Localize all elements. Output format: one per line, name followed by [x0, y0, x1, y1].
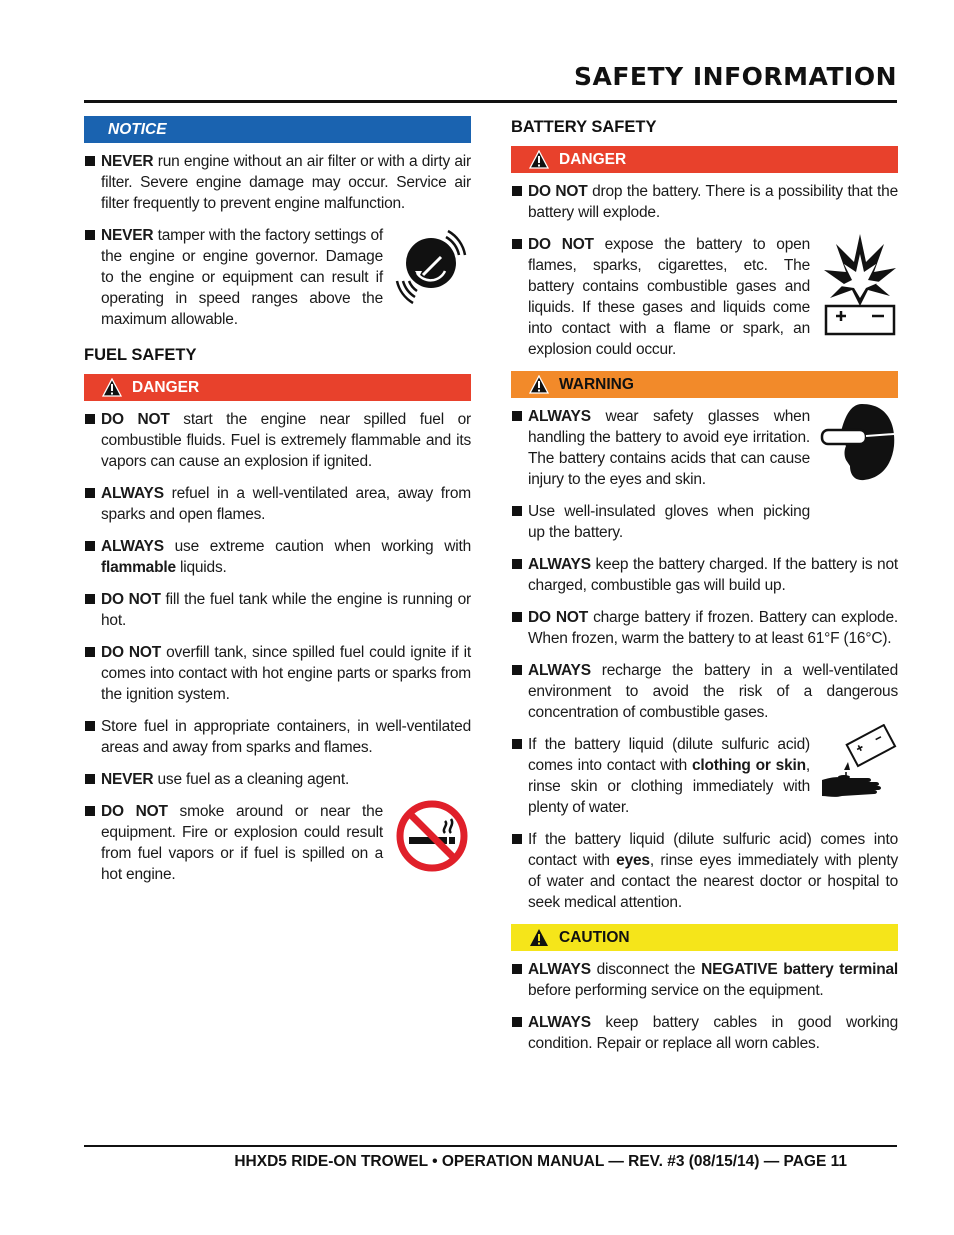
item-text: keep the battery charged. If the battery is not charged, combustible gas will build up.	[528, 556, 898, 594]
bullet-icon	[85, 541, 95, 551]
page-title: SAFETY INFORMATION	[574, 62, 897, 91]
warning-label: WARNING	[559, 375, 634, 393]
danger-label: DANGER	[132, 378, 200, 396]
battery-danger-banner	[511, 146, 898, 173]
bullet-icon	[512, 411, 522, 421]
danger-label: DANGER	[559, 150, 627, 168]
bullet-icon	[512, 506, 522, 516]
right-column	[511, 116, 898, 1065]
list-item	[511, 554, 898, 596]
item-text: fill the fuel tank while the engine is running or hot.	[101, 591, 472, 629]
bullet-icon	[512, 1017, 522, 1027]
item-text: expose the battery to open flames, sparks, cigarettes, etc. The battery contains combustible gases and liquids. If these gases and liquids come into contact with a flame or spark, an explosion could occur.	[528, 236, 810, 358]
item-text: run engine without an air filter or with a dirty air filter. Severe engine damage may occur. Service air filter frequently to prevent engine malfunction.	[101, 153, 471, 212]
bullet-icon	[512, 612, 522, 622]
warning-triangle-icon	[529, 150, 549, 170]
item-bold: clothing or skin	[692, 757, 806, 774]
top-divider	[84, 100, 897, 103]
bullet-icon	[85, 774, 95, 784]
list-item	[511, 234, 898, 360]
warning-triangle-icon	[529, 928, 549, 948]
item-bold: NEGATIVE battery terminal	[701, 961, 898, 978]
item-text: Store fuel in appropriate containers, in well-ventilated areas and away from sparks and flames.	[101, 718, 471, 756]
left-column	[84, 116, 471, 896]
item-lead: NEVER	[101, 227, 154, 244]
bullet-icon	[85, 721, 95, 731]
caution-label: CAUTION	[559, 928, 630, 946]
warning-triangle-icon	[102, 378, 122, 398]
item-text: keep battery cables in good working condition. Repair or replace all worn cables.	[528, 1014, 898, 1052]
list-item	[511, 501, 898, 543]
bullet-icon	[85, 156, 95, 166]
item-lead: ALWAYS	[528, 662, 591, 679]
page-footer: HHXD5 RIDE-ON TROWEL • OPERATION MANUAL — REV. #3 (08/15/14) — PAGE 11	[234, 1153, 847, 1170]
item-text: disconnect the	[590, 961, 702, 978]
item-lead: ALWAYS	[101, 538, 164, 555]
list-item	[511, 1012, 898, 1054]
bullet-icon	[85, 647, 95, 657]
notice-label: NOTICE	[108, 120, 167, 138]
item-lead: NEVER	[101, 153, 154, 170]
safety-glasses-icon	[820, 400, 898, 490]
item-lead: DO NOT	[528, 183, 588, 200]
item-lead: ALWAYS	[528, 408, 591, 425]
item-text: If the battery liquid (dilute sulfuric acid) comes into contact with	[528, 736, 810, 774]
item-text: tamper with the factory settings of the engine or engine governor. Damage to the engine or equipment can result if operating in speed ranges above the maximum allowable.	[101, 227, 383, 328]
list-item	[511, 660, 898, 723]
bullet-icon	[512, 834, 522, 844]
item-lead: DO NOT	[101, 803, 168, 820]
item-lead: DO NOT	[101, 591, 161, 608]
bullet-icon	[512, 964, 522, 974]
bullet-icon	[85, 414, 95, 424]
item-text: use extreme caution when working with	[163, 538, 471, 555]
list-item	[511, 734, 898, 818]
item-tail: , rinse skin or clothing immediately with plenty of water.	[528, 757, 810, 816]
item-text: use fuel as a cleaning agent.	[153, 771, 350, 788]
item-text: charge battery if frozen. Battery can explode. When frozen, warm the battery to at least 61°F (16°C).	[528, 609, 899, 647]
battery-caution-banner	[511, 924, 898, 951]
bullet-icon	[85, 488, 95, 498]
list-item	[511, 406, 898, 490]
item-text: Use well-insulated gloves when picking up the battery.	[528, 503, 810, 541]
item-text: overfill tank, since spilled fuel could ignite if it comes into contact with hot engine parts or sparks from the ignition system.	[101, 644, 472, 703]
item-lead: DO NOT	[528, 236, 594, 253]
bullet-icon	[512, 186, 522, 196]
list-item	[511, 607, 898, 649]
list-item	[511, 181, 898, 223]
item-text: drop the battery. There is a possibility that the battery will explode.	[528, 183, 898, 221]
list-item	[84, 642, 471, 705]
list-item	[511, 829, 898, 913]
item-lead: ALWAYS	[101, 485, 164, 502]
bottom-divider	[84, 1145, 897, 1147]
item-tail: before performing service on the equipment.	[528, 982, 824, 999]
list-item	[511, 959, 898, 1001]
bullet-icon	[512, 665, 522, 675]
bullet-icon	[512, 239, 522, 249]
item-text: smoke around or near the equipment. Fire or explosion could result from fuel vapors or if fuel is spilled on a hot engine.	[101, 803, 383, 883]
battery-explosion-icon	[822, 232, 898, 342]
item-lead: ALWAYS	[528, 1014, 591, 1031]
list-item	[84, 801, 471, 885]
item-lead: DO NOT	[528, 609, 589, 626]
bullet-icon	[512, 559, 522, 569]
bullet-icon	[85, 806, 95, 816]
list-item	[84, 483, 471, 525]
item-lead: ALWAYS	[528, 556, 591, 573]
list-item	[84, 225, 471, 330]
item-lead: ALWAYS	[528, 961, 591, 978]
item-bold: flammable	[101, 559, 176, 576]
item-bold: eyes	[616, 852, 650, 869]
list-item	[84, 536, 471, 578]
list-item	[84, 716, 471, 758]
bullet-icon	[85, 230, 95, 240]
list-item	[84, 409, 471, 472]
list-item	[84, 151, 471, 214]
item-text: refuel in a well-ventilated area, away from sparks and open flames.	[101, 485, 471, 523]
item-lead: NEVER	[101, 771, 154, 788]
acid-on-hand-icon	[820, 724, 898, 810]
bullet-icon	[512, 739, 522, 749]
item-text: If the battery liquid (dilute sulfuric acid) comes into contact with	[528, 831, 898, 869]
item-tail: , rinse eyes immediately with plenty of water and contact the nearest doctor or hospital to seek medical attention.	[528, 852, 898, 911]
warning-triangle-icon	[529, 375, 549, 395]
fuel-safety-heading: FUEL SAFETY	[84, 346, 197, 364]
engine-governor-icon	[393, 225, 471, 315]
battery-safety-heading: BATTERY SAFETY	[511, 118, 657, 136]
item-text: wear safety glasses when handling the battery to avoid eye irritation. The battery contains acids that can cause injury to the eyes and skin.	[528, 408, 810, 488]
fuel-danger-banner	[84, 374, 471, 401]
notice-banner	[84, 116, 471, 143]
list-item	[84, 769, 471, 790]
item-text: start the engine near spilled fuel or combustible fluids. Fuel is extremely flammable and its vapors can cause an explosion if ignited.	[101, 411, 471, 470]
item-lead: DO NOT	[101, 644, 162, 661]
no-smoking-icon	[395, 799, 469, 879]
item-text: recharge the battery in a well-ventilated environment to avoid the risk of a dangerous concentration of combustible gases.	[528, 662, 898, 721]
battery-warning-banner	[511, 371, 898, 398]
item-lead: DO NOT	[101, 411, 170, 428]
bullet-icon	[85, 594, 95, 604]
list-item	[84, 589, 471, 631]
item-tail: liquids.	[175, 559, 227, 576]
